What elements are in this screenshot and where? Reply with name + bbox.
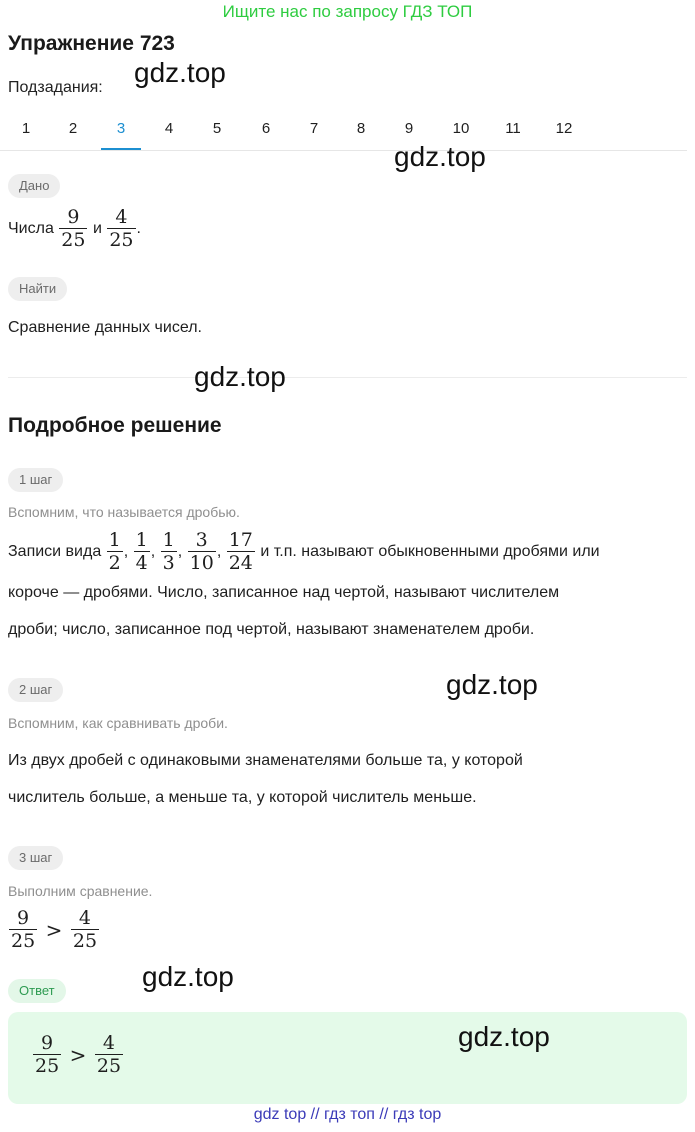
find-chip: Найти <box>8 277 67 301</box>
tab-8[interactable]: 8 <box>356 120 366 137</box>
given-conj: и <box>92 220 102 237</box>
given-text: Числа $\frac{9}{25}$ и $\frac{4}{25}$ . <box>8 206 141 252</box>
step1-hint: Вспомним, что называется дробью. <box>8 504 240 520</box>
given-fraction-2: $\frac{4}{25}$ <box>109 206 134 252</box>
tab-3[interactable]: 3 <box>101 112 141 150</box>
step1-chip: 1 шаг <box>8 468 63 492</box>
step2-line1: Из двух дробей с одинаковыми знаменателями больше та, у которой <box>8 752 523 769</box>
tab-5[interactable]: 5 <box>212 120 222 137</box>
given-fraction-1: $\frac{9}{25}$ <box>61 206 86 252</box>
comparison-left-fraction: $\frac{9}{25}$ <box>11 907 36 952</box>
step2-chip: 2 шаг <box>8 678 63 702</box>
answer-box <box>8 1012 687 1104</box>
tab-4[interactable]: 4 <box>164 120 174 137</box>
watermark: gdz.top <box>134 57 226 88</box>
footer-link-gdz-top-ru[interactable]: гдз топ <box>324 1106 375 1123</box>
page-title: Упражнение 723 <box>8 32 175 55</box>
step3-hint: Выполним сравнение. <box>8 883 153 899</box>
top-banner[interactable]: Ищите нас по запросу ГДЗ ТОП <box>222 2 473 21</box>
step1-line2: короче — дробями. Число, записанное над чертой, называют числителем <box>8 584 560 601</box>
tab-10[interactable]: 10 <box>452 120 470 137</box>
fraction-1-4: $\frac{1}{4}$ <box>135 529 148 575</box>
answer-section <box>8 979 66 1003</box>
fraction-17-24: $\frac{17}{24}$ <box>228 529 253 575</box>
solution-title: Подробное решение <box>8 414 222 437</box>
step3-section <box>8 846 63 870</box>
tab-12[interactable]: 12 <box>555 120 573 137</box>
step1-section <box>8 468 63 492</box>
footer-link-gdz-top[interactable]: gdz top <box>253 1106 307 1123</box>
tab-1[interactable]: 1 <box>21 120 31 137</box>
step3-chip: 3 шаг <box>8 846 63 870</box>
given-chip: Дано <box>8 174 60 198</box>
step1-line1: Записи вида $\frac{1}{2}$ , $\frac{1}{4}$ , $\frac{1}{3}$ , $\frac{3}{10}$ , $\frac{17}{24}$ и т.п. называют обыкновенными дробями или <box>8 529 600 575</box>
footer-links <box>0 1106 695 1124</box>
step2-line2: числитель больше, а меньше та, у которой числитель меньше. <box>8 789 477 806</box>
greater-than-sign: > <box>45 917 63 942</box>
given-section <box>8 174 60 198</box>
fraction-1-2: $\frac{1}{2}$ <box>108 529 121 575</box>
fraction-1-3: $\frac{1}{3}$ <box>162 529 175 575</box>
watermark: gdz.top <box>194 361 286 392</box>
given-prefix: Числа <box>8 220 54 237</box>
answer-right-fraction: $\frac{4}{25}$ <box>96 1032 122 1077</box>
tab-9[interactable]: 9 <box>404 120 414 137</box>
step1-line3: дроби; число, записанное под чертой, называют знаменателем дроби. <box>8 621 535 638</box>
fraction-3-10: $\frac{3}{10}$ <box>189 529 214 575</box>
find-section <box>8 277 67 301</box>
watermark: gdz.top <box>142 961 234 992</box>
answer-expression <box>32 1032 124 1077</box>
tab-7[interactable]: 7 <box>309 120 319 137</box>
subtask-tabs <box>0 112 687 151</box>
find-text: Сравнение данных чисел. <box>8 319 202 336</box>
tab-2[interactable]: 2 <box>68 120 78 137</box>
tab-6[interactable]: 6 <box>261 120 271 137</box>
subtasks-label: Подзадания: <box>8 79 103 96</box>
answer-greater-than-sign: > <box>69 1042 87 1067</box>
divider <box>8 377 687 378</box>
footer-link-gdz-top-mixed[interactable]: гдз top <box>392 1106 442 1123</box>
answer-left-fraction: $\frac{9}{25}$ <box>35 1032 60 1077</box>
watermark: gdz.top <box>394 141 486 172</box>
step3-comparison <box>8 907 100 952</box>
step2-section <box>8 678 63 702</box>
footer-separator: // <box>310 1106 320 1123</box>
step2-hint: Вспомним, как сравнивать дроби. <box>8 715 228 731</box>
watermark: gdz.top <box>458 1021 550 1052</box>
answer-chip: Ответ <box>8 979 66 1003</box>
footer-separator: // <box>379 1106 389 1123</box>
tab-11[interactable]: 11 <box>505 120 521 137</box>
comparison-right-fraction: $\frac{4}{25}$ <box>72 907 98 952</box>
watermark: gdz.top <box>446 669 538 700</box>
